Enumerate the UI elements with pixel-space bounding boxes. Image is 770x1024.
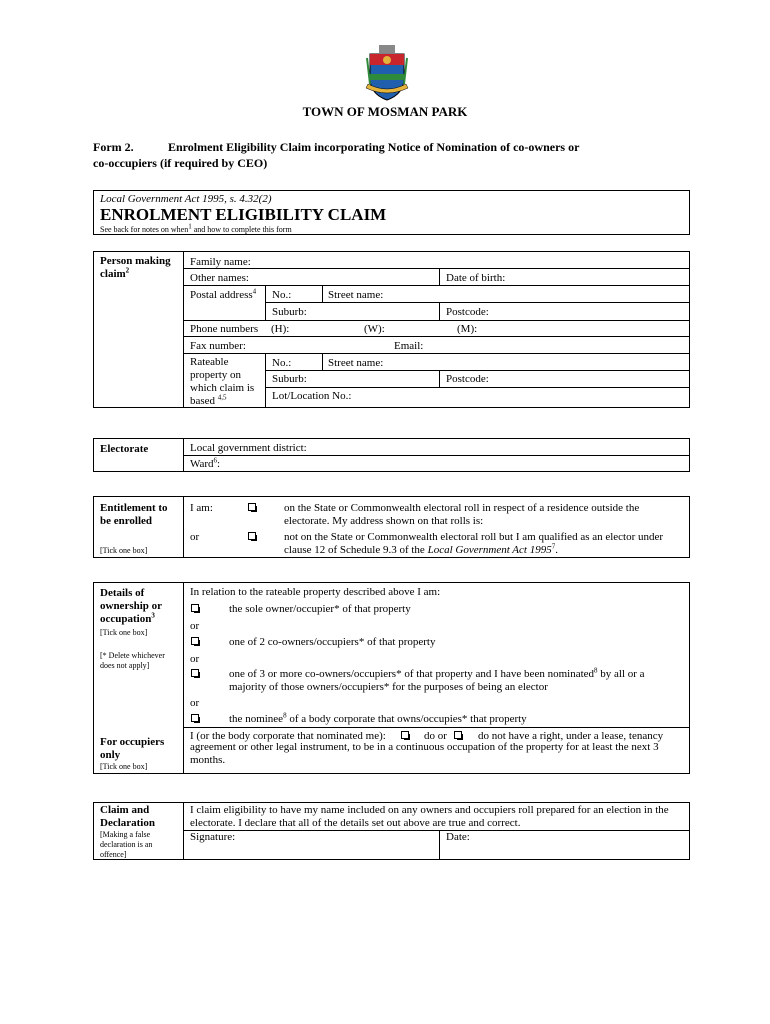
occupancy-rest-text: agreement or other legal instrument, to be in a continuous occupation of the property for at least the next 3 months. — [190, 741, 659, 766]
postal-no-label: No.: — [272, 289, 292, 301]
form-title: Enrolment Eligibility Claim incorporating Notice of Nomination of co-owners or — [168, 140, 580, 154]
postal-postcode-label: Postcode: — [446, 306, 489, 318]
phone-home-label: (H): — [271, 323, 290, 335]
entitlement-tick-note: [Tick one box] — [100, 546, 148, 555]
occupancy-do-checkbox[interactable] — [401, 731, 409, 739]
phone-label: Phone numbers — [190, 323, 259, 335]
postal-suburb-label: Suburb: — [272, 306, 307, 318]
or-label-1: or — [190, 620, 200, 632]
or-label-2: or — [190, 653, 200, 665]
claim-note: See back for notes on when$^1$ and how to complete this form — [100, 222, 292, 234]
or-label-3: or — [190, 697, 200, 709]
rateable-street-label: Street name: — [328, 357, 384, 369]
nominee-text: the nominee$^8$ of a body corporate that owns/occupies* that property — [229, 711, 527, 725]
electorate-label: Electorate — [100, 443, 149, 455]
date-label: Date: — [446, 831, 470, 843]
ward-label: Ward$^6$: — [190, 456, 221, 470]
person-label: Person making claim$^2$ — [100, 255, 171, 280]
claim-title: ENROLMENT ELIGIBILITY CLAIM — [100, 205, 387, 224]
dob-label: Date of birth: — [446, 272, 506, 284]
act-reference: Local Government Act 1995, s. 4.32(2) — [100, 193, 272, 205]
lot-location-label: Lot/Location No.: — [272, 390, 352, 402]
phone-mobile-label: (M): — [457, 323, 478, 335]
occupancy-do-not-checkbox[interactable] — [454, 731, 462, 739]
occupancy-do-not-label: do not have a right, under a lease, tenancy — [478, 730, 664, 742]
form-number: Form 2. — [93, 140, 134, 154]
other-names-label: Other names: — [190, 272, 249, 284]
declaration-note: [Making a false declaration is an offence] — [100, 830, 153, 859]
sole-owner-text: the sole owner/occupier* of that property — [229, 603, 411, 615]
family-name-label: Family name: — [190, 256, 251, 268]
declaration-text: I claim eligibility to have my name included on any owners and occupiers roll prepared for an election in the electorate. I declare that all of the details set out above are true and correct. — [190, 804, 669, 829]
postal-address-label: Postal address$^4$ — [190, 287, 257, 301]
rateable-suburb-label: Suburb: — [272, 373, 307, 385]
rateable-postcode-label: Postcode: — [446, 373, 489, 385]
fax-label: Fax number: — [190, 340, 246, 352]
i-am-label: I am: — [190, 502, 213, 514]
occupiers-tick-note: [Tick one box] — [100, 762, 148, 771]
page-title: TOWN OF MOSMAN PARK — [302, 104, 468, 119]
outside-electorate-text: on the State or Commonwealth electoral roll in respect of a residence outside the electorate. My address shown on that rolls is: — [284, 502, 640, 527]
ownership-tick-note: [Tick one box] — [100, 628, 148, 637]
council-crest-logo — [364, 44, 410, 102]
not-on-roll-checkbox[interactable] — [248, 532, 256, 540]
entitlement-label: Entitlement to be enrolled — [100, 502, 168, 527]
ownership-label: Details of ownership or occupation$^3$ — [100, 587, 162, 625]
three-coowners-text: one of 3 or more co-owners/occupiers* of that property and I have been nominated$^8$ by all or a majority of those owners/occupiers* for the purposes of being an elector — [229, 666, 645, 693]
occupancy-do-label: do or — [424, 730, 447, 742]
postal-street-label: Street name: — [328, 289, 384, 301]
form-title-cont: co-occupiers (if required by CEO) — [93, 156, 268, 170]
lg-district-label: Local government district: — [190, 442, 307, 454]
rateable-no-label: No.: — [272, 357, 292, 369]
occupiers-label: For occupiers only — [100, 736, 165, 761]
occupancy-intro: I (or the body corporate that nominated me): — [190, 730, 386, 742]
declaration-label: Claim and Declaration — [100, 804, 155, 829]
signature-label: Signature: — [190, 831, 236, 843]
nominee-checkbox[interactable] — [191, 714, 199, 722]
two-coowners-text: one of 2 co-owners/occupiers* of that property — [229, 636, 436, 648]
phone-work-label: (W): — [364, 323, 385, 335]
three-coowners-checkbox[interactable] — [191, 669, 199, 677]
two-coowners-checkbox[interactable] — [191, 637, 199, 645]
ownership-intro: In relation to the rateable property described above I am: — [190, 586, 441, 598]
rateable-property-label: Rateable property on which claim is based $^{4,5}$ — [190, 356, 255, 407]
outside-electorate-checkbox[interactable] — [248, 503, 256, 511]
delete-note: [* Delete whichever does not apply] — [100, 651, 165, 670]
sole-owner-checkbox[interactable] — [191, 604, 199, 612]
email-label: Email: — [394, 340, 424, 352]
or-label: or — [190, 531, 200, 543]
not-on-roll-text: not on the State or Commonwealth electoral roll but I am qualified as an elector under clause 12 of Schedule 9.3 of the Local Government Act 1995$^7$. — [284, 531, 664, 556]
